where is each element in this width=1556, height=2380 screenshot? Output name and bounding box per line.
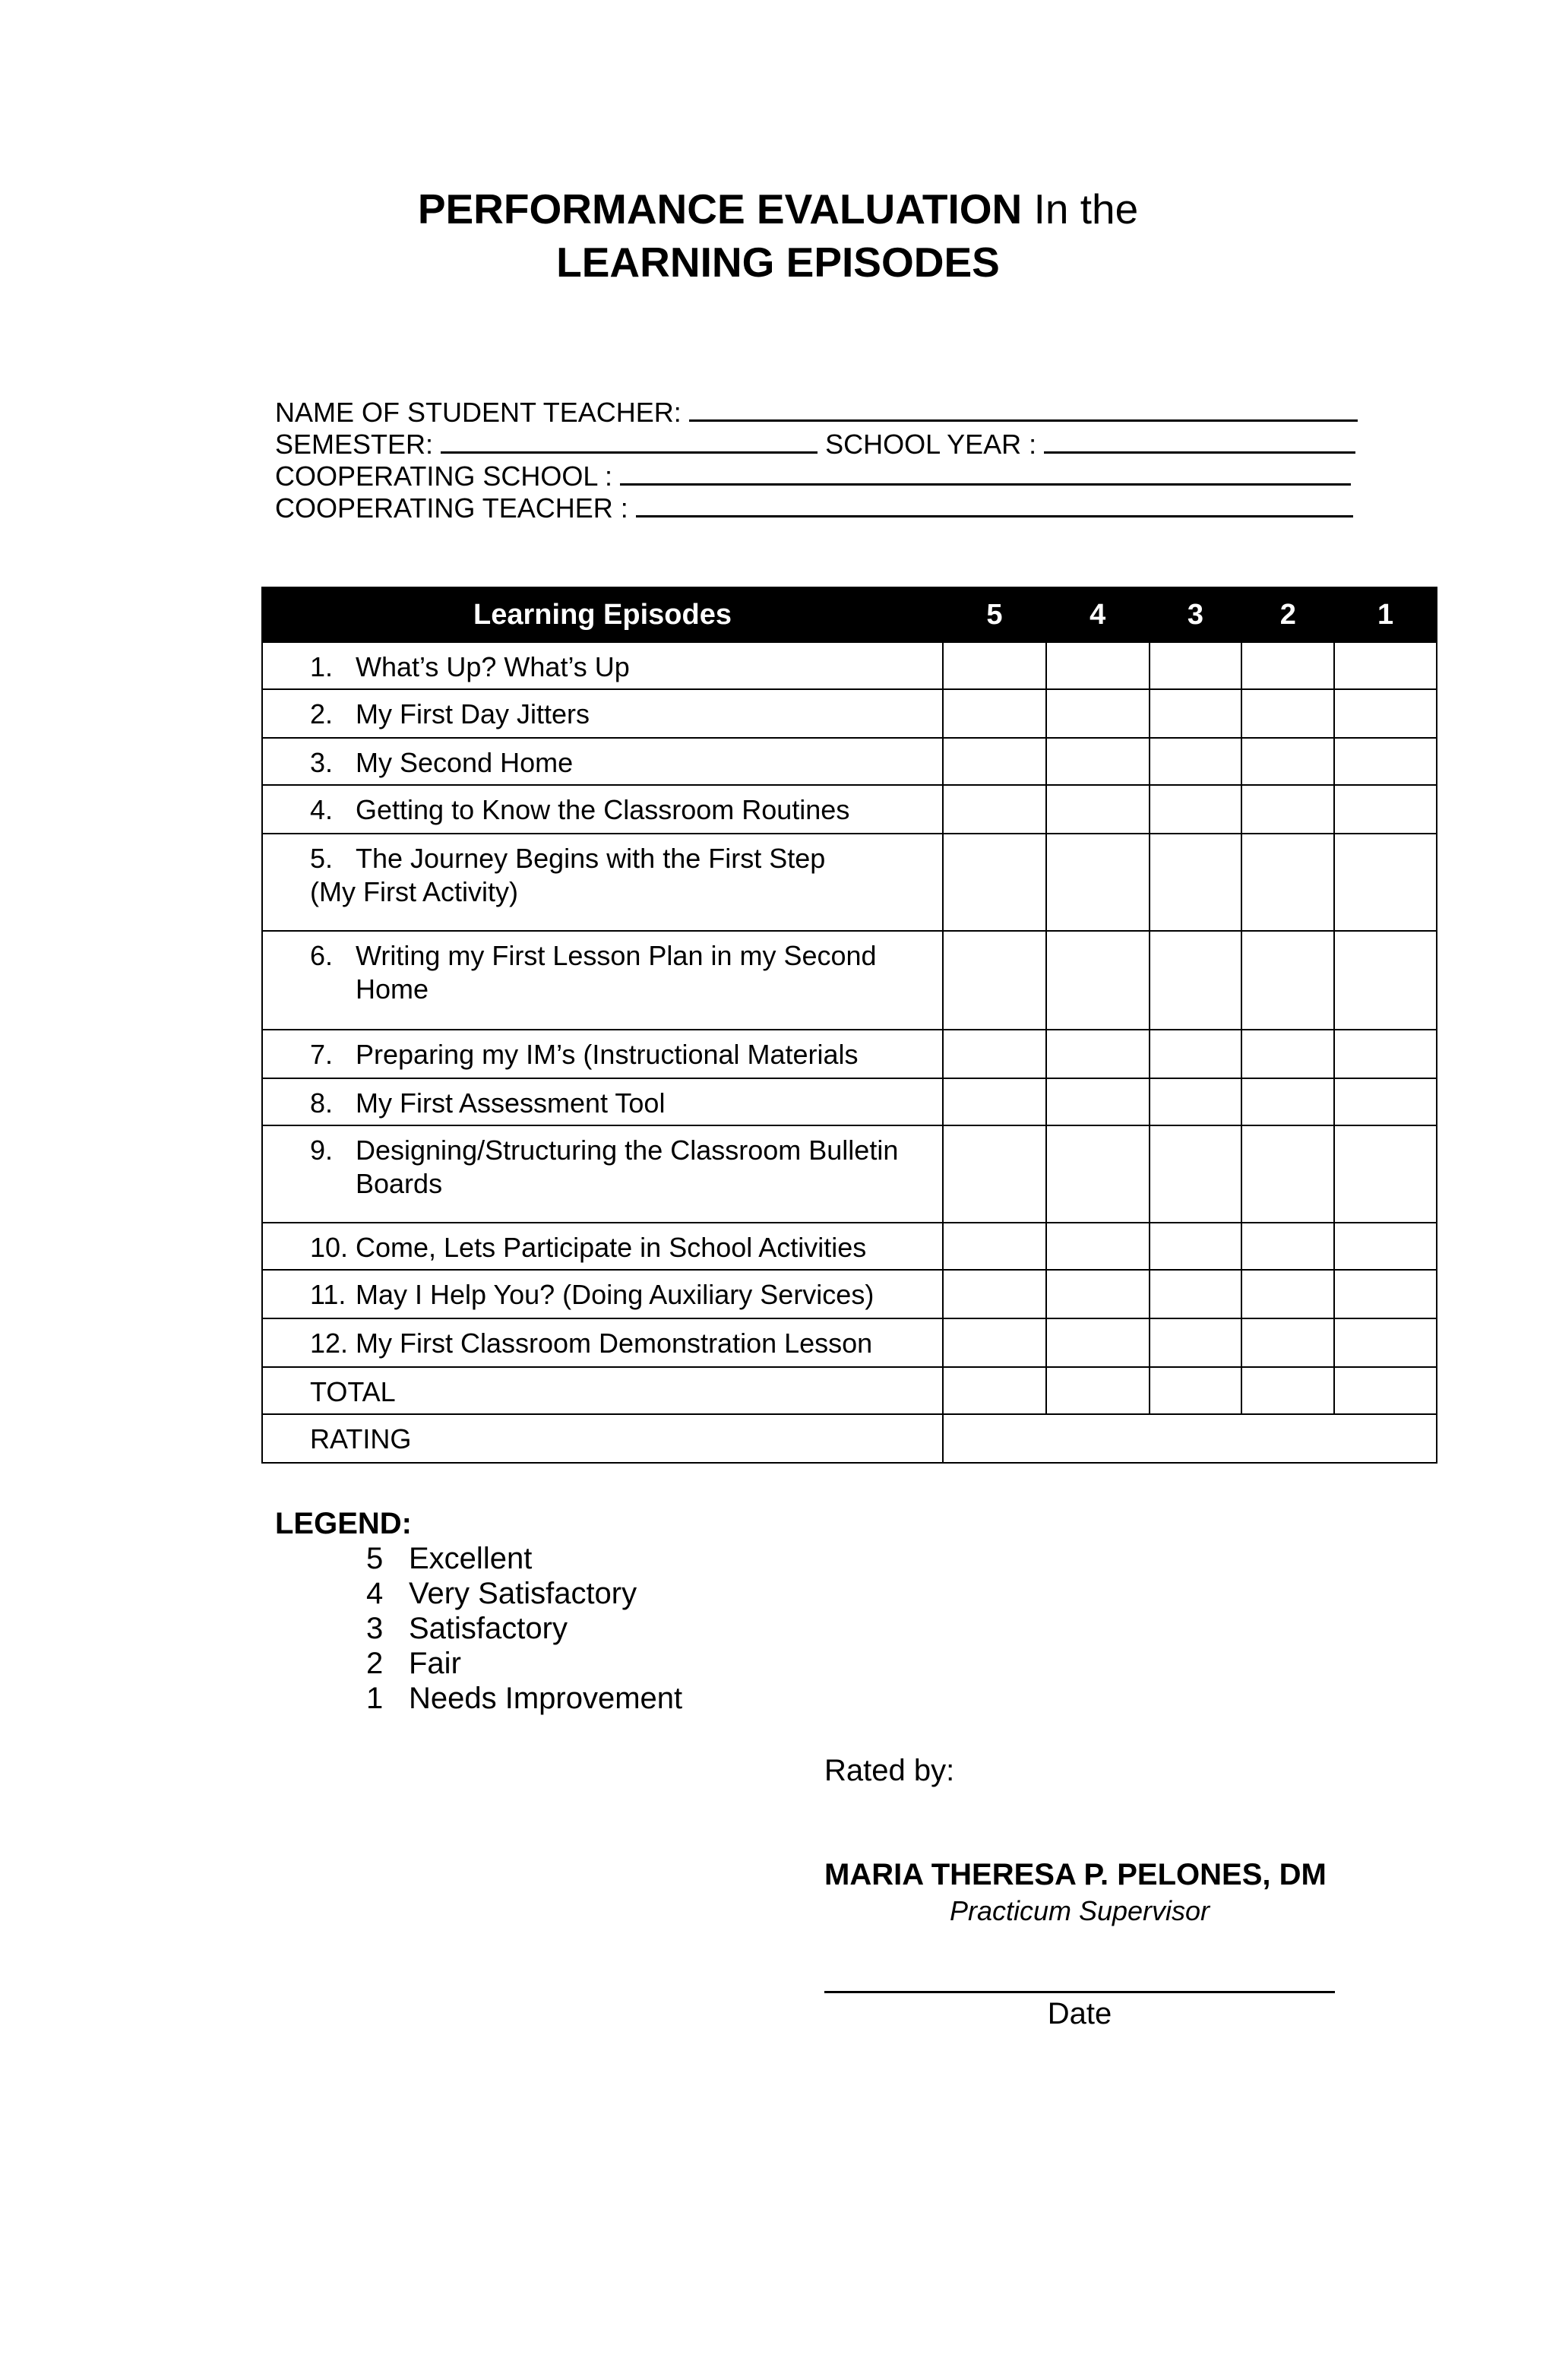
semester-field[interactable]: [275, 426, 1355, 460]
score-cell[interactable]: [1046, 738, 1150, 785]
score-cell[interactable]: [1241, 1223, 1334, 1270]
score-cell[interactable]: [1241, 1318, 1334, 1367]
episode-number: 12.: [310, 1328, 349, 1359]
legend-item: [275, 1611, 682, 1646]
score-cell[interactable]: [1334, 1223, 1437, 1270]
legend: [275, 1506, 682, 1716]
episode-number: 8.: [310, 1087, 334, 1119]
episode-cell: [262, 931, 943, 1030]
episode-title: May I Help You? (Doing Auxiliary Services): [356, 1279, 874, 1310]
episode-title: What’s Up? What’s Up: [356, 651, 630, 682]
score-cell[interactable]: [1046, 1078, 1150, 1125]
student-teacher-blank[interactable]: [689, 394, 1358, 422]
score-header-3: 3: [1150, 587, 1242, 642]
episode-title: My First Day Jitters: [356, 698, 590, 730]
episode-title: My First Assessment Tool: [356, 1087, 666, 1119]
score-cell[interactable]: [1046, 1125, 1150, 1223]
table-row: [262, 1078, 1437, 1125]
table-row: [262, 689, 1437, 738]
total-row: [262, 1367, 1437, 1414]
legend-label: Excellent: [409, 1542, 533, 1575]
episode-title-continued: (My First Activity): [310, 876, 518, 907]
episode-cell: [262, 1030, 943, 1078]
score-cell[interactable]: [1150, 1270, 1242, 1318]
episode-number: 1.: [310, 651, 334, 682]
score-cell[interactable]: [1046, 642, 1150, 689]
page-title: [0, 182, 1556, 236]
total-cell[interactable]: [1046, 1367, 1150, 1414]
cooperating-teacher-blank[interactable]: [636, 489, 1353, 517]
total-label: TOTAL: [262, 1367, 943, 1414]
date-signature-line[interactable]: [824, 1991, 1335, 1993]
student-teacher-label: NAME OF STUDENT TEACHER:: [275, 397, 682, 428]
supervisor-title: Practicum Supervisor: [949, 1895, 1210, 1926]
score-cell[interactable]: [943, 1270, 1046, 1318]
score-cell[interactable]: [1334, 785, 1437, 834]
legend-label: Fair: [409, 1647, 461, 1680]
total-cell[interactable]: [1150, 1367, 1242, 1414]
legend-label: Very Satisfactory: [409, 1577, 637, 1610]
score-cell[interactable]: [1241, 1078, 1334, 1125]
episode-title-continued: Boards: [356, 1168, 443, 1199]
table-row: [262, 1030, 1437, 1078]
rating-cell[interactable]: [943, 1414, 1437, 1463]
cooperating-teacher-label: COOPERATING TEACHER :: [275, 492, 628, 524]
rating-label: RATING: [262, 1414, 943, 1463]
table-row: [262, 642, 1437, 689]
score-cell[interactable]: [1334, 689, 1437, 738]
score-cell[interactable]: [1334, 1030, 1437, 1078]
score-header-1: 1: [1334, 587, 1437, 642]
episode-title: Come, Lets Participate in School Activities: [356, 1232, 867, 1263]
score-cell[interactable]: [943, 785, 1046, 834]
episode-title: The Journey Begins with the First Step: [356, 843, 826, 874]
table-row: [262, 834, 1437, 931]
score-cell[interactable]: [1046, 689, 1150, 738]
score-cell[interactable]: [1241, 738, 1334, 785]
score-cell[interactable]: [1241, 1270, 1334, 1318]
score-cell[interactable]: [1241, 1030, 1334, 1078]
table-row: [262, 785, 1437, 834]
rating-row: [262, 1414, 1437, 1463]
table-row: [262, 1125, 1437, 1223]
score-cell[interactable]: [943, 1318, 1046, 1367]
supervisor-name: MARIA THERESA P. PELONES, DM: [824, 1858, 1327, 1891]
score-cell[interactable]: [1150, 834, 1242, 931]
episode-number: 2.: [310, 698, 334, 730]
score-cell[interactable]: [1334, 1318, 1437, 1367]
score-cell[interactable]: [1334, 931, 1437, 1030]
episode-number: 7.: [310, 1039, 334, 1070]
score-header-4: 4: [1046, 587, 1150, 642]
episode-title: Writing my First Lesson Plan in my Second: [356, 940, 877, 971]
legend-label: Needs Improvement: [409, 1682, 683, 1715]
episode-cell: [262, 1318, 943, 1367]
cooperating-school-label: COOPERATING SCHOOL :: [275, 460, 613, 492]
score-cell[interactable]: [943, 1223, 1046, 1270]
episode-cell: [262, 1078, 943, 1125]
score-cell[interactable]: [1241, 834, 1334, 931]
episode-number: 10.: [310, 1232, 349, 1263]
legend-item: [275, 1541, 682, 1576]
score-cell[interactable]: [1046, 1223, 1150, 1270]
cooperating-teacher-field[interactable]: [275, 489, 1353, 524]
legend-item: [275, 1681, 682, 1716]
score-cell[interactable]: [1241, 1125, 1334, 1223]
episode-cell: [262, 1223, 943, 1270]
total-cell[interactable]: [1334, 1367, 1437, 1414]
semester-label: SEMESTER:: [275, 429, 434, 460]
score-cell[interactable]: [943, 689, 1046, 738]
legend-score: 5: [366, 1542, 384, 1575]
table-row: [262, 738, 1437, 785]
episode-number: 6.: [310, 940, 334, 971]
table-row: [262, 1270, 1437, 1318]
episode-number: 3.: [310, 747, 334, 778]
score-cell[interactable]: [1241, 931, 1334, 1030]
title-bold: PERFORMANCE EVALUATION: [417, 185, 1023, 233]
episode-cell: [262, 642, 943, 689]
score-header-2: 2: [1241, 587, 1334, 642]
episode-cell: [262, 738, 943, 785]
rated-by-label: Rated by:: [824, 1754, 955, 1787]
episode-title-continued: Home: [356, 973, 429, 1005]
page-subtitle: LEARNING EPISODES: [556, 239, 1000, 286]
score-cell[interactable]: [943, 642, 1046, 689]
legend-score: 4: [366, 1577, 384, 1610]
episode-cell: [262, 785, 943, 834]
score-cell[interactable]: [1046, 1270, 1150, 1318]
title-normal: In the: [1033, 185, 1139, 233]
episode-title: Designing/Structuring the Classroom Bulletin: [356, 1135, 899, 1166]
table-header-row: [262, 587, 1437, 642]
score-cell[interactable]: [1150, 1223, 1242, 1270]
score-cell[interactable]: [1150, 689, 1242, 738]
legend-score: 1: [366, 1682, 384, 1715]
score-cell[interactable]: [1046, 834, 1150, 931]
legend-item: [275, 1576, 682, 1611]
school-year-blank[interactable]: [1044, 426, 1355, 454]
score-header-5: 5: [943, 587, 1046, 642]
episode-title: Preparing my IM’s (Instructional Materials: [356, 1039, 859, 1070]
score-cell[interactable]: [1150, 1318, 1242, 1367]
cooperating-school-blank[interactable]: [620, 457, 1351, 486]
episode-cell: [262, 1125, 943, 1223]
legend-score: 3: [366, 1612, 384, 1645]
episode-cell: [262, 1270, 943, 1318]
score-cell[interactable]: [1046, 785, 1150, 834]
school-year-label: SCHOOL YEAR :: [825, 429, 1037, 460]
score-cell[interactable]: [1334, 1270, 1437, 1318]
student-teacher-field[interactable]: [275, 394, 1358, 429]
legend-item: [275, 1646, 682, 1681]
score-cell[interactable]: [1334, 834, 1437, 931]
score-cell[interactable]: [943, 1125, 1046, 1223]
score-cell[interactable]: [1046, 931, 1150, 1030]
score-cell[interactable]: [1150, 1125, 1242, 1223]
score-cell[interactable]: [1334, 1078, 1437, 1125]
table-row: [262, 1223, 1437, 1270]
episode-number: 9.: [310, 1135, 334, 1166]
table-row: [262, 931, 1437, 1030]
episode-number: 5.: [310, 843, 334, 874]
score-cell[interactable]: [1046, 1318, 1150, 1367]
score-cell[interactable]: [1150, 1078, 1242, 1125]
total-cell[interactable]: [1241, 1367, 1334, 1414]
episode-title: My First Classroom Demonstration Lesson: [356, 1328, 873, 1359]
episodes-header: Learning Episodes: [262, 587, 943, 642]
score-cell[interactable]: [1046, 1030, 1150, 1078]
semester-blank[interactable]: [441, 426, 818, 454]
episode-title: My Second Home: [356, 747, 574, 778]
score-cell[interactable]: [943, 1030, 1046, 1078]
episode-number: 11.: [310, 1279, 346, 1310]
episode-cell: [262, 834, 943, 931]
score-cell[interactable]: [1150, 738, 1242, 785]
score-cell[interactable]: [943, 931, 1046, 1030]
episode-number: 4.: [310, 794, 334, 825]
episode-cell: [262, 689, 943, 738]
legend-heading: LEGEND:: [275, 1507, 412, 1540]
score-cell[interactable]: [943, 1078, 1046, 1125]
score-cell[interactable]: [1334, 642, 1437, 689]
score-cell[interactable]: [1150, 785, 1242, 834]
score-cell[interactable]: [1334, 738, 1437, 785]
cooperating-school-field[interactable]: [275, 457, 1351, 492]
score-cell[interactable]: [1150, 642, 1242, 689]
legend-label: Satisfactory: [409, 1612, 568, 1645]
score-cell[interactable]: [1241, 689, 1334, 738]
total-cell[interactable]: [943, 1367, 1046, 1414]
evaluation-table: [261, 587, 1437, 1464]
score-cell[interactable]: [1150, 931, 1242, 1030]
score-cell[interactable]: [1241, 642, 1334, 689]
episode-title: Getting to Know the Classroom Routines: [356, 794, 850, 825]
score-cell[interactable]: [1241, 785, 1334, 834]
table-row: [262, 1318, 1437, 1367]
legend-score: 2: [366, 1647, 384, 1680]
score-cell[interactable]: [1334, 1125, 1437, 1223]
score-cell[interactable]: [943, 834, 1046, 931]
score-cell[interactable]: [1150, 1030, 1242, 1078]
date-label: Date: [1047, 1997, 1112, 2030]
score-cell[interactable]: [943, 738, 1046, 785]
